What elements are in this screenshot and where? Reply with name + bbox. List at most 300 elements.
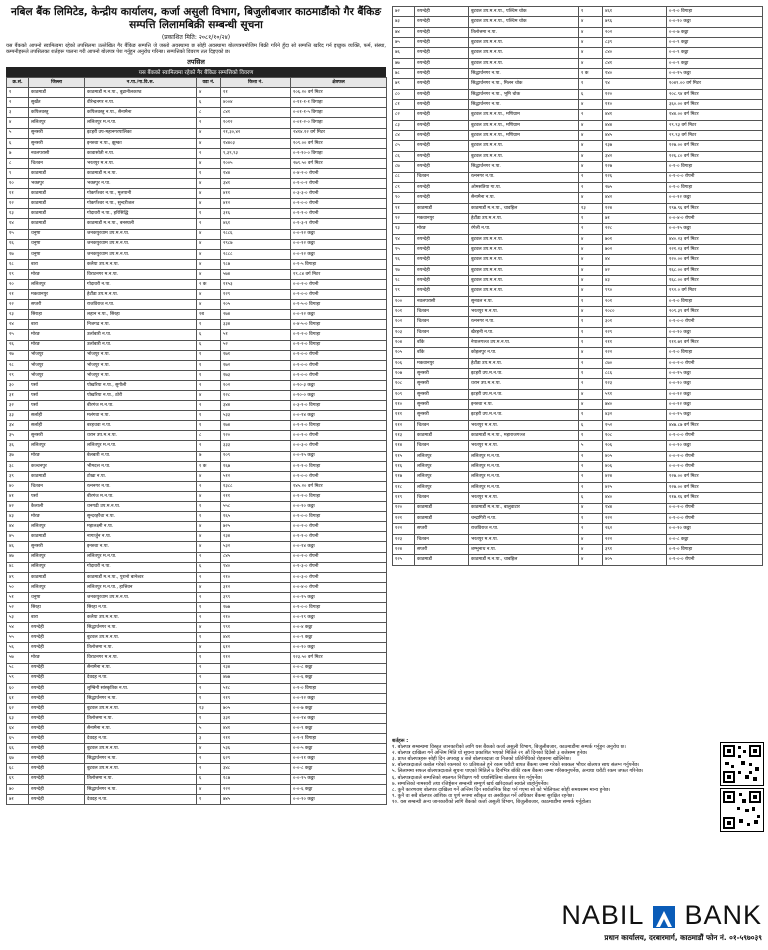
table-cell: ११० [393,400,415,410]
table-cell: ११५३ [221,279,291,289]
column-header: क्र.सं. [7,78,29,88]
table-cell: ६७ [7,754,29,764]
table-cell: १११ [393,410,415,420]
table-cell: ४१ [7,491,29,501]
table-row [393,338,763,348]
table-cell: काठमाडौं म.न.पा., चाबहिल [469,555,579,565]
table-cell: ५६ [7,643,29,653]
table-row [7,673,387,683]
table-cell: बाँके [415,348,469,358]
table-cell: २७ [7,350,29,360]
table-cell: ९९ [393,286,415,296]
table-row [7,714,387,724]
table-cell: ७१ [7,794,29,804]
table-cell: ३३१ [221,714,291,724]
table-cell: बुटवल उप.म.न.पा. [469,38,579,48]
table-cell: हेटौंडा उप.म.न.पा. [85,290,197,300]
table-row [393,120,763,130]
table-cell: २ [197,764,221,774]
table-cell: १७ [7,249,29,259]
table-cell: ७४ [393,27,415,37]
table-cell: ६ [197,774,221,784]
table-cell: ४ [197,542,221,552]
table-cell: सिद्धार्थनगर न.पा. [85,623,197,633]
table-cell: ४४७.८७ वर्ग मिटर [667,420,763,430]
table-cell: २३४ [221,532,291,542]
table-row [7,189,387,199]
table-row [7,754,387,764]
table-cell: ५९१ [603,389,667,399]
table-row [7,421,387,431]
table-cell: धरान उप.म.न.पा. [469,379,579,389]
table-cell: रुपन्देही [415,89,469,99]
table-cell: मोरङ [415,224,469,234]
table-cell: ४ [579,534,603,544]
table-cell: सिद्धार्थनगर न.पा. [469,100,579,110]
table-cell: सुनवल न.पा. [469,296,579,306]
notice-title-line1: नबिल बैंक लिमिटेड, केन्द्रीय कार्यालय, कर्जा असुली विभाग, बिजुलीबजार काठमाडौंको गैर बैंकिङ [10,6,382,18]
table-row [7,259,387,269]
table-cell: ४४१ [221,633,291,643]
table-cell: सिद्धार्थनगर न.पा. [85,784,197,794]
table-cell: २ [579,110,603,120]
table-cell: ०-१-०-२ रोपनी [291,179,387,189]
table-row [393,400,763,410]
table-cell: ०-१-२-० विगाहा [291,340,387,350]
table-cell: २७५ [603,182,667,192]
table-cell: निजगढ न.पा. [85,320,197,330]
table-cell: मोरङ [29,451,85,461]
table-row [393,193,763,203]
table-cell: ५३ [7,613,29,623]
table-cell: ०-०-१५ कठ्ठा [667,410,763,420]
table-cell: १०१२ [221,118,291,128]
table-cell: १३ [197,703,221,713]
table-cell: ६६ [7,744,29,754]
table-cell: ९४० [221,562,291,572]
table-cell: २८८६ [221,229,291,239]
table-cell: ०-०-१० कठ्ठा [667,17,763,27]
table-cell: २३४ [221,663,291,673]
table-cell: रुपन्देही [415,48,469,58]
table-cell: १ब [197,310,221,320]
table-cell: ललितपुर म.न.पा. [469,472,579,482]
table-cell: बेलबारी न.पा. [85,451,197,461]
table-cell: १८ [7,259,29,269]
table-row [393,265,763,275]
table-cell: १ क [579,69,603,79]
table-cell: रुपन्देही [29,693,85,703]
table-cell: ०-०-११ कठ्ठा [291,754,387,764]
table-cell: नेपालगञ्ज उप.म.न.पा. [469,338,579,348]
term-item: ३. प्राप्त बोलपत्रहरू सोही दिन अपराह्न ४ बजे बोलपत्रदाता वा निजको प्रतिनिधिको रोहबरमा खोलिनेछ। [392,756,571,763]
table-cell: मोरङ [29,330,85,340]
table-cell: काठमाडौं म.न.पा., पुरानो बानेश्वर [85,572,197,582]
table-cell: १ [197,714,221,724]
table-cell: ४७७ [221,673,291,683]
table-cell: कलैया उप.म.न.पा. [85,259,197,269]
table-cell: ४६ [7,542,29,552]
table-cell: १२९ [221,290,291,300]
table-cell: चितवन [415,441,469,451]
table-cell: ११७.१६ वर्ग मिटर [667,493,763,503]
table-row [393,451,763,461]
table-cell: काठमाडौं [29,199,85,209]
table-cell: ललितपुर [29,118,85,128]
table-cell: ०-१-० विगाहा [291,683,387,693]
table-cell: १४ [7,219,29,229]
table-cell: विराटनगर म.न.पा. [85,269,197,279]
table-row [7,108,387,118]
table-cell: ललितपुर [29,279,85,289]
table-cell: १०१ [393,306,415,316]
table-cell: बुटवल उप.म.न.पा., पश्चिम चोक [469,17,579,27]
table-cell: २६२ [603,524,667,534]
table-cell: बुटवल उप.म.न.पा. [85,744,197,754]
table-row [393,234,763,244]
table-cell: ०-१-१-० रोपनी [291,209,387,219]
table-cell: ०-०-२-० रोपनी [667,358,763,368]
table-cell: इटहरी उप.म.न.पा. [469,389,579,399]
table-cell: ६१२ [221,643,291,653]
table-cell: ३९१ [603,544,667,554]
table-cell: चन्द्रागिरी न.पा. [469,513,579,523]
table-cell: ८० [393,89,415,99]
table-cell: ४३ [7,512,29,522]
table-cell: चितवन [29,158,85,168]
table-cell: १२ [7,199,29,209]
table-cell: ०-३-३-० रोपनी [291,189,387,199]
table-cell: ०-१-० विगाहा [667,348,763,358]
table-row [7,542,387,552]
table-cell: भक्तपुर न.पा. [85,179,197,189]
table-cell: ४ [579,38,603,48]
table-cell: इनरुवा न.पा., झुम्का [85,138,197,148]
table-cell: २३ [7,310,29,320]
table-cell: बुटवल उप.म.न.पा., पश्चिम चोक [469,7,579,17]
table-row [393,286,763,296]
table-cell: ९५ [393,244,415,254]
table-cell: सुनसरी [29,542,85,552]
table-row [7,118,387,128]
table-cell: १६८.०० वर्ग मिटर [667,265,763,275]
table-row [7,310,387,320]
table-cell: ८४५ [221,552,291,562]
table-cell: १००५ [221,158,291,168]
table-cell: पर्सा [29,380,85,390]
table-cell: ०-०-१२ कठ्ठा [291,239,387,249]
table-cell: ०-०-१५ कठ्ठा [667,69,763,79]
table-cell: १७१ [221,350,291,360]
table-cell: २५ [7,330,29,340]
table-cell: ०-०-१० कठ्ठा [667,327,763,337]
table-cell: १०९.०० वर्ग मिटर [291,138,387,148]
table-cell: ५ [579,441,603,451]
column-header: न.पा./गा.वि.स. [85,78,197,88]
table-cell: ०-०-१५ कठ्ठा [667,224,763,234]
table-row [393,348,763,358]
table-cell: रत्ननगर न.पा. [85,481,197,491]
table-row [7,229,387,239]
table-cell: बीरगंज म.न.पा. [85,401,197,411]
table-cell: विराटनगर म.न.पा. [85,653,197,663]
table-cell: सैनामैना न.पा. [85,663,197,673]
table-cell: ४४ [603,255,667,265]
table-cell: ९२० [221,431,291,441]
table-cell: ललितपुर [29,562,85,572]
table-row [7,290,387,300]
table-cell: १६ [7,239,29,249]
table-cell: १२० [393,503,415,513]
table-cell: ४ [197,199,221,209]
table-cell: ४ [197,239,221,249]
table-cell: सिद्धार्थनगर न.पा. [469,162,579,172]
property-table-right [392,6,763,566]
table-cell: २ [197,673,221,683]
term-item: ५. लिलाममा सफल बोलपत्रदाताले सूचना पाएको मितिले ७ दिनभित्र बाँकी रकम बैंकमा जम्मा गरिसक्नुपर्नेछ, अन्यथा धरौटी रकम जफत गरिनेछ। [392,768,644,775]
table-cell: पर्सा [29,391,85,401]
column-header: जिल्ला [29,78,85,88]
table-cell: १०५ [393,348,415,358]
table-cell: ४ [579,255,603,265]
table-cell: ४०५ [603,555,667,565]
table-cell: ७ [7,148,29,158]
table-cell: १७३ [221,370,291,380]
table-cell: चितवन [29,481,85,491]
table-cell: सुनसरी [415,400,469,410]
table-row [393,17,763,27]
table-cell: उर्लाबारी न.पा. [85,330,197,340]
table-cell: ०-१-०-० रोपनी [291,360,387,370]
table-cell: बुटवल उप.म.न.पा. [469,275,579,285]
table-cell: ललितपुर [415,472,469,482]
table-cell: २२ [7,300,29,310]
table-row [393,493,763,503]
table-cell: ११२ [221,653,291,663]
table-row [393,462,763,472]
table-cell: ०-१-१-० रोपनी [291,532,387,542]
table-cell: ०-०-१२ कठ्ठा [667,193,763,203]
table-cell: ०-०-२-० रोपनी [291,552,387,562]
table-cell: ४ [197,249,221,259]
table-cell: १ [579,317,603,327]
table-cell: ४ [579,193,603,203]
table-cell: ८४ [393,131,415,141]
table-cell: ०-०१-२-० विगाहा [291,118,387,128]
table-cell: ३४४ [221,401,291,411]
table-cell: ४२५ [603,482,667,492]
table-cell: सिद्धार्थनगर न.पा., मिलन चोक [469,79,579,89]
table-row [7,320,387,330]
brand-name-part2: BANK [684,900,762,930]
table-cell: इटहरी उप-महानगरपालिका [85,128,197,138]
table-cell: १५२ [603,420,667,430]
table-cell: ललितपुर [29,441,85,451]
table-cell: ०-१-३-१ रोपनी [291,219,387,229]
table-cell: ०-२-०-० रोपनी [291,290,387,300]
table-cell: २ [197,663,221,673]
table-cell: ४ [579,306,603,316]
table-row [393,544,763,554]
table-row [7,98,387,108]
table-row [7,572,387,582]
table-cell: २ क [197,279,221,289]
table-cell: ५९ [7,673,29,683]
table-cell: बुटवल उप.म.न.पा. [85,633,197,643]
table-cell: २११ [603,338,667,348]
schedule-heading: तपसिल [187,58,205,67]
table-cell: ३९ [7,471,29,481]
table-cell: ३७ [7,451,29,461]
table-cell: ललितपुर [29,522,85,532]
table-row [7,401,387,411]
table-cell: धनुषा [29,249,85,259]
table-cell: सप्तरी [415,544,469,554]
table-cell: ८४१ [603,58,667,68]
table-row [7,461,387,471]
table-cell: मकवानपुर [29,290,85,300]
table-row [393,296,763,306]
table-row [7,522,387,532]
table-cell: हेटौंडा उप.म.न.पा. [469,213,579,223]
table-cell: ८ [197,431,221,441]
table-cell: ४ [579,141,603,151]
table-cell: १६५ [221,512,291,522]
table-row [7,734,387,744]
table-row [393,317,763,327]
table-row [7,552,387,562]
table-cell: जनकपुरधाम उप.म.न.पा. [85,229,197,239]
table-cell: २२१.२३ वर्ग मिटर [667,244,763,254]
table-cell: ०-१०-० कठ्ठा [291,391,387,401]
table-row [7,168,387,178]
table-cell: ४ [197,189,221,199]
table-cell: ६ [579,89,603,99]
table-cell: देवदह न.पा. [85,673,197,683]
table-cell: १७२ [221,360,291,370]
table-cell: २९.९३ वर्ग मिटर [667,131,763,141]
table-cell: ४००४ [221,98,291,108]
table-cell: ५१ [221,330,291,340]
table-row [7,128,387,138]
table-cell: ८४१ [221,108,291,118]
term-item: ४. बोलपत्रदाताले कबोल गरेको रकमको १० प्रतिशतले हुने रकम धरौटी बापत बैंकमा जम्मा गरेको सक्कल भौचर बोलपत्र साथ संलग्न गर्नुपर्नेछ। [392,762,640,769]
table-cell: बुटवल उप.म.न.पा. [469,234,579,244]
term-item: ९. कुनै वा सबै बोलपत्र आंशिक वा पूर्ण रूपमा स्वीकृत वा अस्वीकृत गर्ने अधिकार बैंकमा सुरक्षित रहनेछ। [392,792,575,799]
table-cell: १ [579,338,603,348]
table-cell: ३२ [7,401,29,411]
table-cell: ३३ [7,411,29,421]
table-cell: ०-०-१५ कठ्ठा [291,774,387,784]
table-row [7,431,387,441]
table-cell: १७४ [221,421,291,431]
table-row [393,369,763,379]
table-cell: ३० [7,380,29,390]
table-cell: ०-१-०-० रोपनी [291,471,387,481]
table-cell: सैनामैना न.पा. [85,724,197,734]
table-cell: १ [579,213,603,223]
table-cell: रुपन्देही [29,633,85,643]
table-cell: शम्भुनाथ न.पा. [469,544,579,554]
table-cell: ११२ [393,420,415,430]
table-cell: १ [579,513,603,523]
table-cell: ११८ [393,482,415,492]
table-cell: काठमाडौं म.न.पा., चावहिल [469,203,579,213]
table-cell: ०-०-१५ कठ्ठा [291,592,387,602]
table-cell: काठमाडौं [415,555,469,565]
table-cell: २०८.९४ वर्ग मिटर [667,89,763,99]
table-cell: १ [197,512,221,522]
table-cell: रुपन्देही [29,724,85,734]
table-cell: ०-०-१० कठ्ठा [291,643,387,653]
table-cell: भरतपुर म.न.पा. [469,420,579,430]
table-cell: मोरङ [29,653,85,663]
table-cell: रुपन्देही [29,623,85,633]
table-cell: ०-०-८ कठ्ठा [291,764,387,774]
table-cell: १०७ [393,369,415,379]
table-cell: बुटवल उप.म.न.पा. [85,764,197,774]
table-row [393,27,763,37]
table-cell: २ [197,481,221,491]
table-cell: रुपन्देही [415,131,469,141]
table-cell: २ [579,451,603,461]
table-cell: १९२.० वर्ग मिटर [667,286,763,296]
table-cell: ५१८ [221,683,291,693]
table-cell: पोखरिया न.पा., सुगौली [85,380,197,390]
table-cell: गोदावरी न.पा. [85,562,197,572]
table-cell: रुपन्देही [415,162,469,172]
table-cell: काठमाडौं [29,189,85,199]
table-cell: बारा [29,613,85,623]
table-cell: १ [197,633,221,643]
table-cell: २०६ [603,441,667,451]
table-cell: पर्सा [29,491,85,501]
table-cell: ०-०-१० कठ्ठा [667,379,763,389]
table-cell: १ [579,410,603,420]
table-cell: ३५ [7,431,29,441]
table-cell: रुपन्देही [29,714,85,724]
table-cell: रुपन्देही [415,151,469,161]
table-cell: ०-४-२-० रोपनी [291,168,387,178]
table-cell: धनुषा [29,592,85,602]
table-cell: ०-०-१४ कठ्ठा [291,411,387,421]
table-cell: ललितपुर म.न.पा., हात्तिवन [85,582,197,592]
table-cell: ०-०-४-० रोपनी [291,582,387,592]
table-cell: ०-०-१५ कठ्ठा [667,369,763,379]
table-cell: २४१४.१२ वर्ग मिटर [291,128,387,138]
table-cell: २०५ [221,300,291,310]
table-row [7,138,387,148]
table-cell: २१,३०,४२ [221,128,291,138]
table-cell: २२२ [603,534,667,544]
table-cell: ०-१-०-० रोपनी [291,350,387,360]
table-cell: ०-०-१२ कठ्ठा [291,310,387,320]
table-cell: ८४० [603,48,667,58]
table-cell: ०-१-१ विगाहा [291,734,387,744]
table-cell: ६० [7,683,29,693]
table-row [7,744,387,754]
table-cell: रुपन्देही [415,38,469,48]
table-cell: रुपन्देही [415,69,469,79]
table-cell: नागार्जुन न.पा. [85,532,197,542]
table-cell: ६३ [7,714,29,724]
table-cell: २९.९३ वर्ग मिटर [667,120,763,130]
table-cell: २ [579,472,603,482]
table-cell: रुपन्देही [415,234,469,244]
table-cell: १५ [7,229,29,239]
table-cell: सिद्धार्थनगर न.पा. [85,754,197,764]
table-cell: ललितपुर [415,482,469,492]
